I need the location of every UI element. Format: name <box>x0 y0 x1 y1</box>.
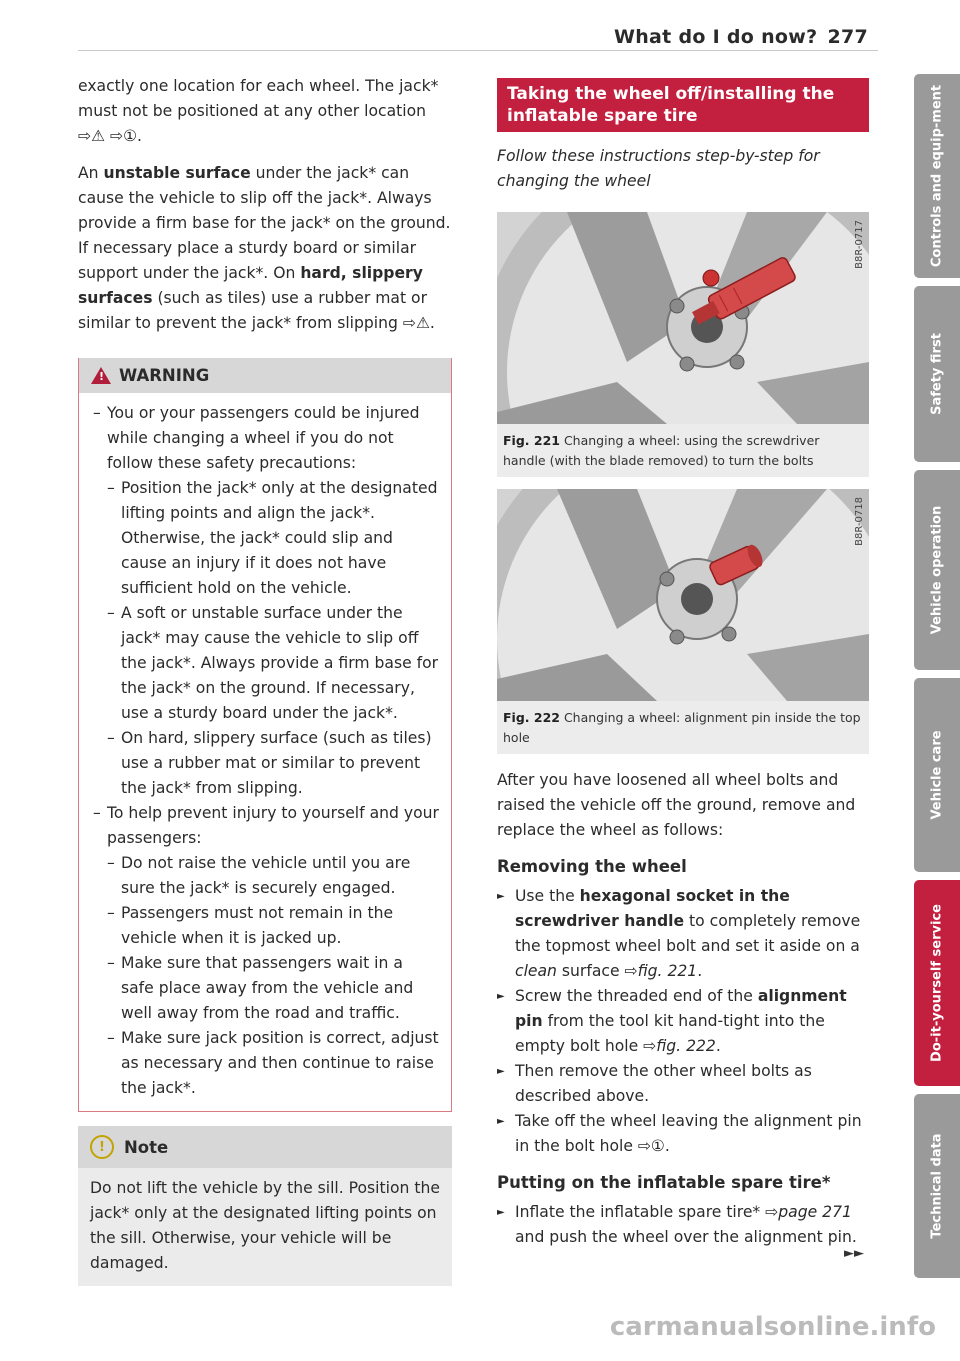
page-271-link[interactable]: page 271 <box>778 1203 852 1221</box>
paragraph-unstable-surface <box>78 161 452 336</box>
tab-safety-first[interactable] <box>914 286 960 462</box>
left-column <box>78 74 452 1286</box>
figure-221-code: B8R-0717 <box>854 220 865 269</box>
warning-title: WARNING <box>119 366 210 385</box>
figure-221-caption <box>497 424 869 477</box>
heading-removing-wheel: Removing the wheel <box>497 857 687 876</box>
figure-221-label: Fig. 221 <box>503 433 560 448</box>
warning-item-text: To help prevent injury to yourself and your passengers: <box>107 804 439 847</box>
text-run: Use the <box>515 887 580 905</box>
putting-steps <box>497 1200 869 1250</box>
step-item <box>497 984 869 1059</box>
figure-222-code: B8R-0718 <box>854 497 865 546</box>
running-title: What do I do now? <box>613 26 818 48</box>
figure-222-label: Fig. 222 <box>503 710 560 725</box>
warning-item <box>93 801 439 1101</box>
wheel-alignment-pin-illustration <box>497 489 869 701</box>
header-rule <box>78 50 878 51</box>
figure-222-caption <box>497 701 869 754</box>
note-info-icon: ! <box>90 1135 114 1159</box>
section-intro: Follow these instructions step-by-step for changing the wheel <box>497 147 820 190</box>
warning-subitem: – Position the jack* only at the designated lifting points and align the jack*. Otherwise, the jack* could slip and cause an injury if it does not have sufficient hold on the vehicle. <box>107 476 439 601</box>
note-title: Note <box>124 1137 169 1157</box>
tab-label: Controls and equip-ment <box>929 84 945 268</box>
right-column <box>497 78 869 1250</box>
continue-arrow-icon: ►► <box>844 1246 864 1261</box>
warning-subitem: – A soft or unstable surface under the jack* may cause the vehicle to slip off the jack*. Always provide a firm base for the jack* on the ground. If necessary, use a sturdy board under the jack*. <box>107 601 439 726</box>
step-item: ► Take off the wheel leaving the alignment pin in the bolt hole ⇨①. <box>497 1109 869 1159</box>
bold-hard-slippery-surfaces: hard, slippery surfaces <box>78 264 423 307</box>
step-item <box>497 1200 869 1250</box>
text-run: surface ⇨ <box>556 962 638 980</box>
tab-label: Safety first <box>929 333 945 415</box>
tab-controls-and-equipment[interactable] <box>914 74 960 278</box>
paragraph-after-loosening: After you have loosened all wheel bolts and raised the vehicle off the ground, remove and replace the wheel as follows: <box>497 771 856 839</box>
text-run: An <box>78 164 104 182</box>
heading-putting-on-spare: Putting on the inflatable spare tire* <box>497 1173 831 1192</box>
warning-subitem: – Make sure jack position is correct, adjust as necessary and then continue to raise the jack*. <box>107 1026 439 1101</box>
warning-subitem: – Do not raise the vehicle until you are sure the jack* is securely engaged. <box>107 851 439 901</box>
warning-box <box>78 358 452 1112</box>
chapter-tabs <box>914 74 960 1286</box>
tab-label: Technical data <box>929 1133 945 1239</box>
bold-hexagonal-socket: hexagonal socket in the screwdriver handle <box>515 887 790 930</box>
tab-technical-data[interactable] <box>914 1094 960 1278</box>
note-text: Do not lift the vehicle by the sill. Position the jack* only at the designated lifting points on the sill. Otherwise, your vehicle will be damaged. <box>90 1179 440 1272</box>
bold-alignment-pin: alignment pin <box>515 987 847 1030</box>
note-header <box>78 1126 452 1168</box>
text-run: . <box>697 962 703 980</box>
warning-item-text: You or your passengers could be injured while changing a wheel if you do not follow these safety precautions: <box>107 404 420 472</box>
removing-steps <box>497 884 869 1159</box>
bold-unstable-surface: unstable surface <box>103 164 251 182</box>
fig-222-link[interactable]: fig. 222 <box>656 1037 716 1055</box>
figure-222-caption-text: Changing a wheel: alignment pin inside the top hole <box>503 710 861 745</box>
fig-221-link[interactable]: fig. 221 <box>637 962 698 980</box>
paragraph-jack-location: exactly one location for each wheel. The jack* must not be positioned at any other location ⇨⚠ ⇨①. <box>78 77 439 145</box>
figure-221-image <box>497 212 869 424</box>
figure-222-image <box>497 489 869 701</box>
note-box <box>78 1126 452 1286</box>
text-run: to completely remove the topmost wheel bolt and set it aside on a <box>515 912 861 955</box>
text-run: (such as tiles) use a rubber mat or similar to prevent the jack* from slipping ⇨⚠. <box>78 289 435 332</box>
warning-list <box>93 401 439 1101</box>
warning-body <box>79 393 451 1111</box>
figure-221-caption-text: Changing a wheel: using the screwdriver handle (with the blade removed) to turn the bolts <box>503 433 820 468</box>
watermark: carmanualsonline.info <box>609 1312 936 1342</box>
tab-label: Vehicle care <box>929 730 945 820</box>
page-number: 277 <box>827 26 868 48</box>
warning-sublist <box>107 851 439 1101</box>
tab-do-it-yourself-service[interactable] <box>914 880 960 1086</box>
note-body <box>78 1168 452 1286</box>
tab-vehicle-care[interactable] <box>914 678 960 872</box>
text-run: from the tool kit hand-tight into the empty bolt hole ⇨ <box>515 1012 825 1055</box>
text-run: Screw the threaded end of the <box>515 987 758 1005</box>
warning-subitem: – On hard, slippery surface (such as tiles) use a rubber mat or similar to prevent the jack* from slipping. <box>107 726 439 801</box>
step-item: ► Then remove the other wheel bolts as described above. <box>497 1059 869 1109</box>
warning-header <box>79 358 451 393</box>
step-item <box>497 884 869 984</box>
tab-label: Do-it-yourself service <box>929 904 945 1062</box>
text-run: . <box>715 1037 721 1055</box>
warning-triangle-icon <box>91 367 111 384</box>
warning-sublist <box>107 476 439 801</box>
text-run: and push the wheel over the alignment pin. <box>515 1228 857 1246</box>
warning-subitem: – Passengers must not remain in the vehicle when it is jacked up. <box>107 901 439 951</box>
section-title: Taking the wheel off/installing the inflatable spare tire <box>497 78 869 132</box>
warning-subitem: – Make sure that passengers wait in a safe place away from the vehicle and well away from the road and traffic. <box>107 951 439 1026</box>
figure-222 <box>497 489 869 754</box>
tab-label: Vehicle operation <box>929 505 945 635</box>
text-run: under the jack* can cause the vehicle to slip off the jack*. Always provide a firm base for the jack* on the ground. If necessary place a sturdy board or similar support under the jack*. On <box>78 164 451 282</box>
warning-item <box>93 401 439 801</box>
italic-clean: clean <box>515 962 557 980</box>
wheel-screwdriver-illustration <box>497 212 869 424</box>
text-run: Inflate the inflatable spare tire* ⇨ <box>515 1203 779 1221</box>
figure-221 <box>497 212 869 477</box>
tab-vehicle-operation[interactable] <box>914 470 960 670</box>
running-header <box>614 26 868 48</box>
